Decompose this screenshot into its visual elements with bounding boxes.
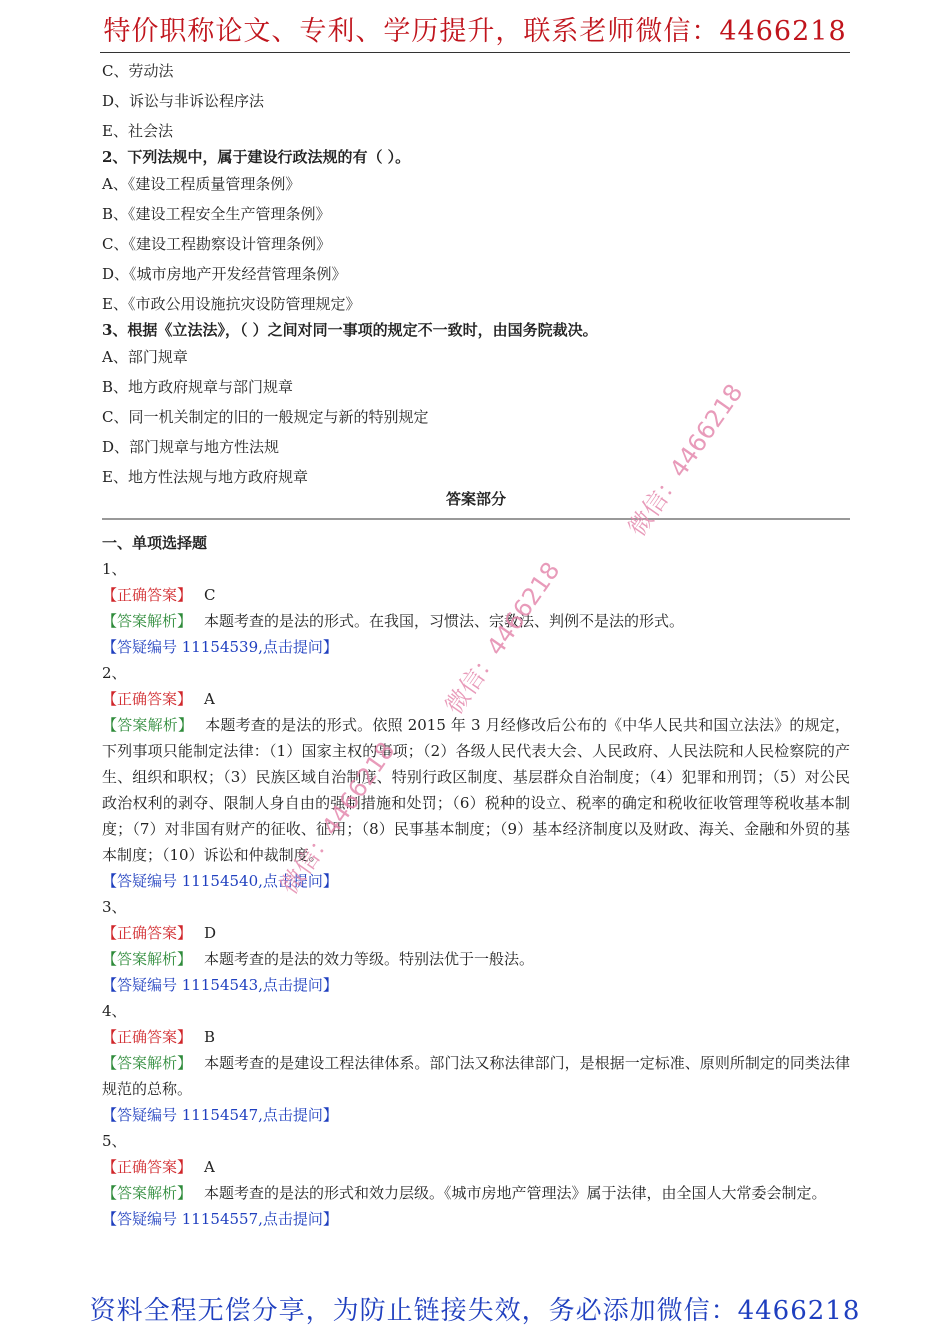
question-3: 3、根据《立法法》，（ ）之间对同一事项的规定不一致时，由国务院裁决。 [102,321,598,339]
answer-entry [102,894,850,998]
header-text: 特价职称论文、专利、学历提升，联系老师微信：4466218 [103,16,847,47]
analysis-label: 【答案解析】 [102,716,194,734]
question-id-link[interactable]: 【答疑编号 11154539,点击提问】 [102,638,338,656]
answer-analysis [102,712,850,868]
answer-number: 2、 [102,664,127,682]
correct-answer-label: 【正确答案】 [102,586,193,604]
option: D、《城市房地产开发经营管理条例》 [102,265,347,283]
answer-analysis [102,1050,850,1102]
correct-answer-value: B [204,1028,216,1046]
analysis-text: 本题考查的是建设工程法律体系。部门法又称法律部门，是根据一定标准、原则所制定的同类法律规范的总称。 [102,1054,850,1098]
page-header-banner [100,12,850,53]
correct-answer-value: A [204,690,215,708]
option: A、部门规章 [102,348,188,366]
correct-answer-label: 【正确答案】 [102,1028,193,1046]
correct-answer-label: 【正确答案】 [102,690,193,708]
option: E、《市政公用设施抗灾设防管理规定》 [102,295,361,313]
answer-analysis [102,1180,850,1206]
analysis-text: 本题考查的是法的形式。在我国，习惯法、宗教法、判例不是法的形式。 [204,612,685,630]
analysis-text: 本题考查的是法的形式。依照 2015 年 3 月经修改后公布的《中华人民共和国立法法》的规定，下列事项只能制定法律：（1）国家主权的事项；（2）各级人民代表大会、人民政府、人民法院和人民检察院的产生、组织和职权；（3）民族区域自治制度、特别行政区制度、基层群众自治制度；（4）犯罪和刑罚；（5）对公民政治权利的剥夺、限制人身自由的强制措施和处罚；（6）税种的设立、税率的确定和税收征收管理等税收基本制度；（7）对非国有财产的征收、征用；（8）民事基本制度；（9）基本经济制度以及财政、海关、金融和外贸的基本制度；（10）诉讼和仲裁制度。 [102,716,850,864]
correct-answer-row [102,582,850,608]
watermark: 微信：4466218 [439,556,566,720]
option: B、《建设工程安全生产管理条例》 [102,205,331,223]
question-id-link[interactable]: 【答疑编号 11154547,点击提问】 [102,1106,338,1124]
answer-number: 1、 [102,560,127,578]
section-heading: 一、单项选择题 [102,534,208,552]
question-2: 2、下列法规中，属于建设行政法规的有（ ）。 [102,148,411,166]
analysis-label: 【答案解析】 [102,1184,193,1202]
answer-analysis [102,608,850,634]
correct-answer-row [102,1154,850,1180]
correct-answer-value: C [204,586,216,604]
answer-number: 5、 [102,1132,127,1150]
answer-analysis [102,946,850,972]
analysis-label: 【答案解析】 [102,950,193,968]
footer-text: 资料全程无偿分享，为防止链接失效，务必添加微信：4466218 [89,1296,861,1326]
answer-section-title: 答案部分 [445,490,506,508]
option: C、同一机关制定的旧的一般规定与新的特别规定 [102,408,429,426]
option: E、社会法 [102,122,173,140]
watermark: 微信：4466218 [622,378,749,542]
divider [102,518,850,520]
option: C、《建设工程勘察设计管理条例》 [102,235,331,253]
correct-answer-value: D [204,924,217,942]
option: E、地方性法规与地方政府规章 [102,468,308,486]
analysis-label: 【答案解析】 [102,612,193,630]
answer-entry [102,1128,850,1232]
option: C、劳动法 [102,62,174,80]
option: A、《建设工程质量管理条例》 [102,175,301,193]
answer-number: 4、 [102,1002,127,1020]
page-footer-banner [0,1290,950,1327]
analysis-text: 本题考查的是法的形式和效力层级。《城市房地产管理法》属于法律，由全国人大常委会制定。 [204,1184,827,1202]
correct-answer-label: 【正确答案】 [102,1158,193,1176]
watermark: 微信：4466218 [274,736,401,900]
correct-answer-label: 【正确答案】 [102,924,193,942]
question-id-link[interactable]: 【答疑编号 11154557,点击提问】 [102,1210,338,1228]
question-id-link[interactable]: 【答疑编号 11154540,点击提问】 [102,872,338,890]
option: D、诉讼与非诉讼程序法 [102,92,265,110]
correct-answer-row [102,1024,850,1050]
question-id-link[interactable]: 【答疑编号 11154543,点击提问】 [102,976,338,994]
option: B、地方政府规章与部门规章 [102,378,294,396]
correct-answer-value: A [204,1158,215,1176]
answer-number: 3、 [102,898,127,916]
option: D、部门规章与地方性法规 [102,438,280,456]
answer-entry [102,998,850,1128]
analysis-text: 本题考查的是法的效力等级。特别法优于一般法。 [204,950,535,968]
correct-answer-row [102,920,850,946]
analysis-label: 【答案解析】 [102,1054,193,1072]
